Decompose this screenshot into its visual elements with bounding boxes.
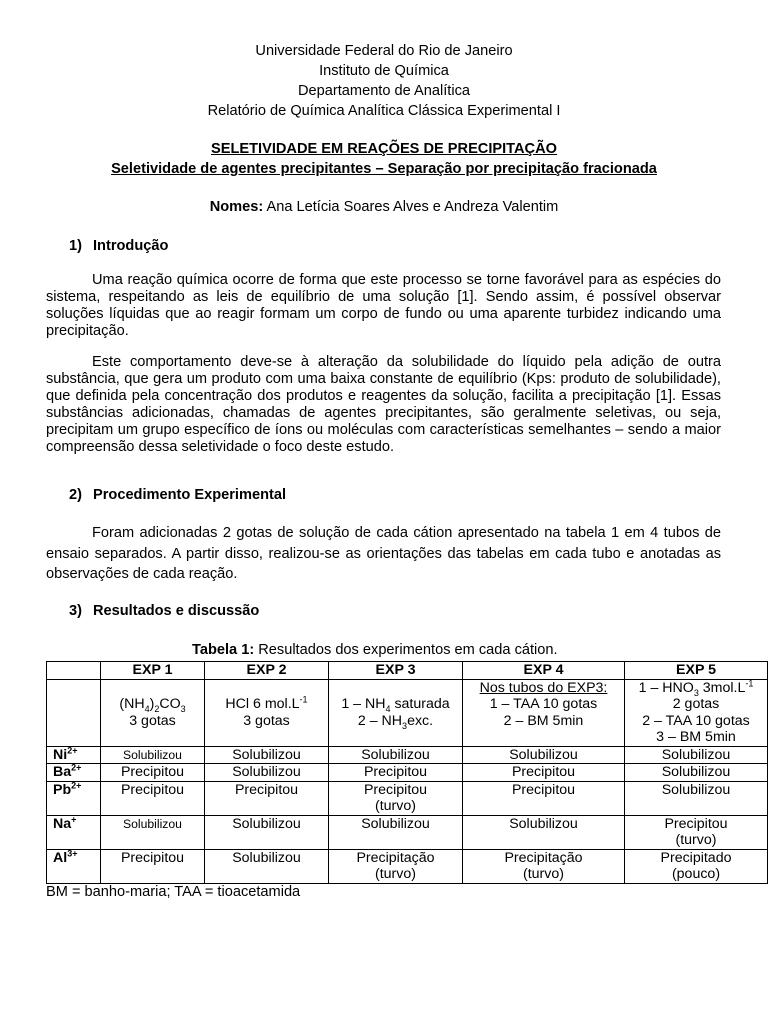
result-cell [205,815,329,849]
result-cell [329,746,463,764]
result-text: Solubilizou [509,815,578,832]
university-name: Universidade Federal do Rio de Janeiro [255,43,513,59]
result-cell [329,764,463,782]
result-text: Solubilizou [232,746,301,763]
cation-charge: 2+ [67,744,78,755]
result-text: Precipitação [504,849,583,866]
result-note: (turvo) [375,866,416,882]
table-reagent-row [47,679,768,746]
cation-cell [47,815,101,849]
section-title: Resultados e discussão [93,603,260,619]
table-corner-cell [47,662,101,680]
table-row [47,746,768,764]
section-title: Procedimento Experimental [93,487,287,503]
intro-paragraph-2: Este comportamento deve-se à alteração da solubilidade do líquido pela adição de outra substância, que gera um produto com uma baixa constante de equilíbrio (Kps: produto de solubilidade), que definida pela concentração dos produtos e reagentes da solução, facilita a precipitação [1]. Essas substâncias adicionadas, chamadas de agentes precipitantes, são geralmente seletivas, ou seja, precipitam um grupo específico de íons ou moléculas com características semelhantes – sendo a maior compreensão dessa seletividade o foco deste estudo. [46,354,721,455]
table-row [47,781,768,815]
result-cell [463,746,625,764]
cation-charge: 3+ [67,847,78,858]
result-cell [625,849,768,883]
reagent-exp5-step1: $1 - HNO_3$ $3mol.L^{-1}$ [638,677,754,698]
result-cell [625,781,768,815]
result-text: Solubilizou [509,746,578,763]
result-text: Precipitou [511,781,576,798]
result-text: Precipitou [511,764,576,780]
result-text: Precipitou [363,764,428,780]
table-header-exp1: EXP 1 [101,662,205,680]
result-cell [329,781,463,815]
result-cell [625,746,768,764]
reagent-exp4 [463,679,625,746]
result-cell [101,781,205,815]
result-cell [101,746,205,764]
table-caption-label: Tabela 1: [192,642,255,658]
cation-symbol: Al [53,849,68,866]
reagent-exp5 [625,679,768,746]
document-subtitle: Seletividade de agentes precipitantes – Separação por precipitação fracionada [111,161,657,177]
result-cell [329,849,463,883]
report-name: Relatório de Química Analítica Clássica Experimental I [207,103,561,119]
reagent-exp5-step3: 3 – BM 5min [656,729,736,745]
result-text: Precipitou [363,781,428,798]
section-number: 2) [69,487,82,503]
authors-value: Ana Letícia Soares Alves e Andreza Valentim [266,199,559,215]
result-cell [463,764,625,782]
result-text: Precipitou [120,849,185,866]
result-cell [463,781,625,815]
result-cell [205,781,329,815]
result-cell [101,764,205,782]
result-note: (pouco) [671,866,721,882]
result-cell [205,746,329,764]
reagent-exp4-step1: 1 – TAA 10 gotas [489,696,598,712]
result-cell [205,764,329,782]
result-text: Solubilizou [661,746,731,763]
result-text: Solubilizou [123,816,182,831]
cation-charge: 2+ [71,779,82,790]
cation-charge: + [71,813,77,824]
table-row [47,815,768,849]
results-table [46,661,768,884]
result-text: Solubilizou [361,815,430,832]
authors-label: Nomes: [209,199,264,215]
table-footnote: BM = banho-maria; TAA = tioacetamida [46,884,301,900]
section-procedure-heading [69,487,286,504]
institute-name: Instituto de Química [319,63,449,79]
section-intro-heading [69,238,168,255]
cation-symbol: Ba [53,764,72,780]
reagent-exp5-amount: 2 gotas [672,696,720,712]
result-text: Precipitado [660,849,732,866]
cation-symbol: Ni [53,746,68,763]
reagent-exp1-formula: $(NH_4)_2CO_3$ [119,696,186,714]
result-text: Solubilizou [232,815,301,832]
result-note: (turvo) [675,832,717,848]
reagent-exp2 [205,679,329,746]
result-text: Precipitação [356,849,435,866]
reagent-exp1-amount: 3 gotas [129,712,176,729]
table-row [47,764,768,782]
result-text: Precipitou [234,781,299,798]
result-cell [625,764,768,782]
result-text: Solubilizou [232,764,301,780]
result-cell [463,849,625,883]
cation-symbol: Na [53,815,72,832]
table-result-rows [47,746,768,883]
result-cell [205,849,329,883]
section-title: Introdução [93,238,169,254]
authors-line [0,199,768,216]
result-text: Precipitou [120,764,185,780]
reagent-exp4-step2: 2 – BM 5min [503,712,584,729]
procedure-paragraph: Foram adicionadas 2 gotas de solução de cada cátion apresentado na tabela 1 em 4 tubos de ensaio separados. A partir disso, realizou-se as orientações das tabelas em cada tubo e anotadas as observações de cada reação. [46,525,721,582]
cation-symbol: Pb [53,781,72,798]
result-text: Precipitou [120,781,185,798]
result-cell [101,815,205,849]
result-text: Solubilizou [661,764,731,780]
table-header-row [47,662,768,680]
document-title: SELETIVIDADE EM REAÇÕES DE PRECIPITAÇÃO [211,141,557,157]
table-caption-text: Resultados dos experimentos em cada cátion. [258,642,558,658]
section-number: 3) [69,603,82,619]
result-cell [463,815,625,849]
reagent-exp4-note: Nos tubos do EXP3: [479,679,608,696]
result-cell [101,849,205,883]
result-note: (turvo) [523,866,564,882]
table-caption [192,642,558,659]
table-reagent-label-cell [47,679,101,746]
cation-cell [47,781,101,815]
intro-paragraph-1: Uma reação química ocorre de forma que este processo se torne favorável para as espécies do sistema, respeitando as leis de equilíbrio de uma solução [1]. Sendo assim, é possível observar soluções líquidas que ao reagir formam um corpo de fundo ou uma aparente turbidez indicando uma precipitação. [46,272,721,339]
cation-cell [47,746,101,764]
table-header-exp3: EXP 3 [329,662,463,680]
result-text: Precipitou [664,815,728,832]
result-text: Solubilizou [661,781,731,798]
table-header-exp4: EXP 4 [463,662,625,680]
result-cell [329,815,463,849]
result-text: Solubilizou [232,849,301,866]
department-name: Departamento de Analítica [298,83,470,99]
section-number: 1) [69,238,82,254]
section-results-heading [69,603,259,620]
cation-cell [47,849,101,883]
result-text: Solubilizou [123,747,182,762]
reagent-exp2-amount: 3 gotas [243,712,290,729]
reagent-exp3-step1: $1 - NH_4$ saturada [341,696,450,714]
cation-charge: 2+ [71,762,82,773]
result-cell [625,815,768,849]
reagent-exp3 [329,679,463,746]
reagent-exp1 [101,679,205,746]
reagent-exp2-formula: HCl 6 $mol.L^{-1}$ [225,694,308,712]
cation-cell [47,764,101,782]
table-row [47,849,768,883]
reagent-exp5-step2: 2 – TAA 10 gotas [642,712,750,729]
reagent-exp3-step2: $2 - NH_3exc$. [357,712,434,731]
result-text: Solubilizou [361,746,430,763]
table-header-exp2: EXP 2 [205,662,329,680]
result-note: (turvo) [375,798,416,814]
table-header-exp5: EXP 5 [625,662,768,680]
